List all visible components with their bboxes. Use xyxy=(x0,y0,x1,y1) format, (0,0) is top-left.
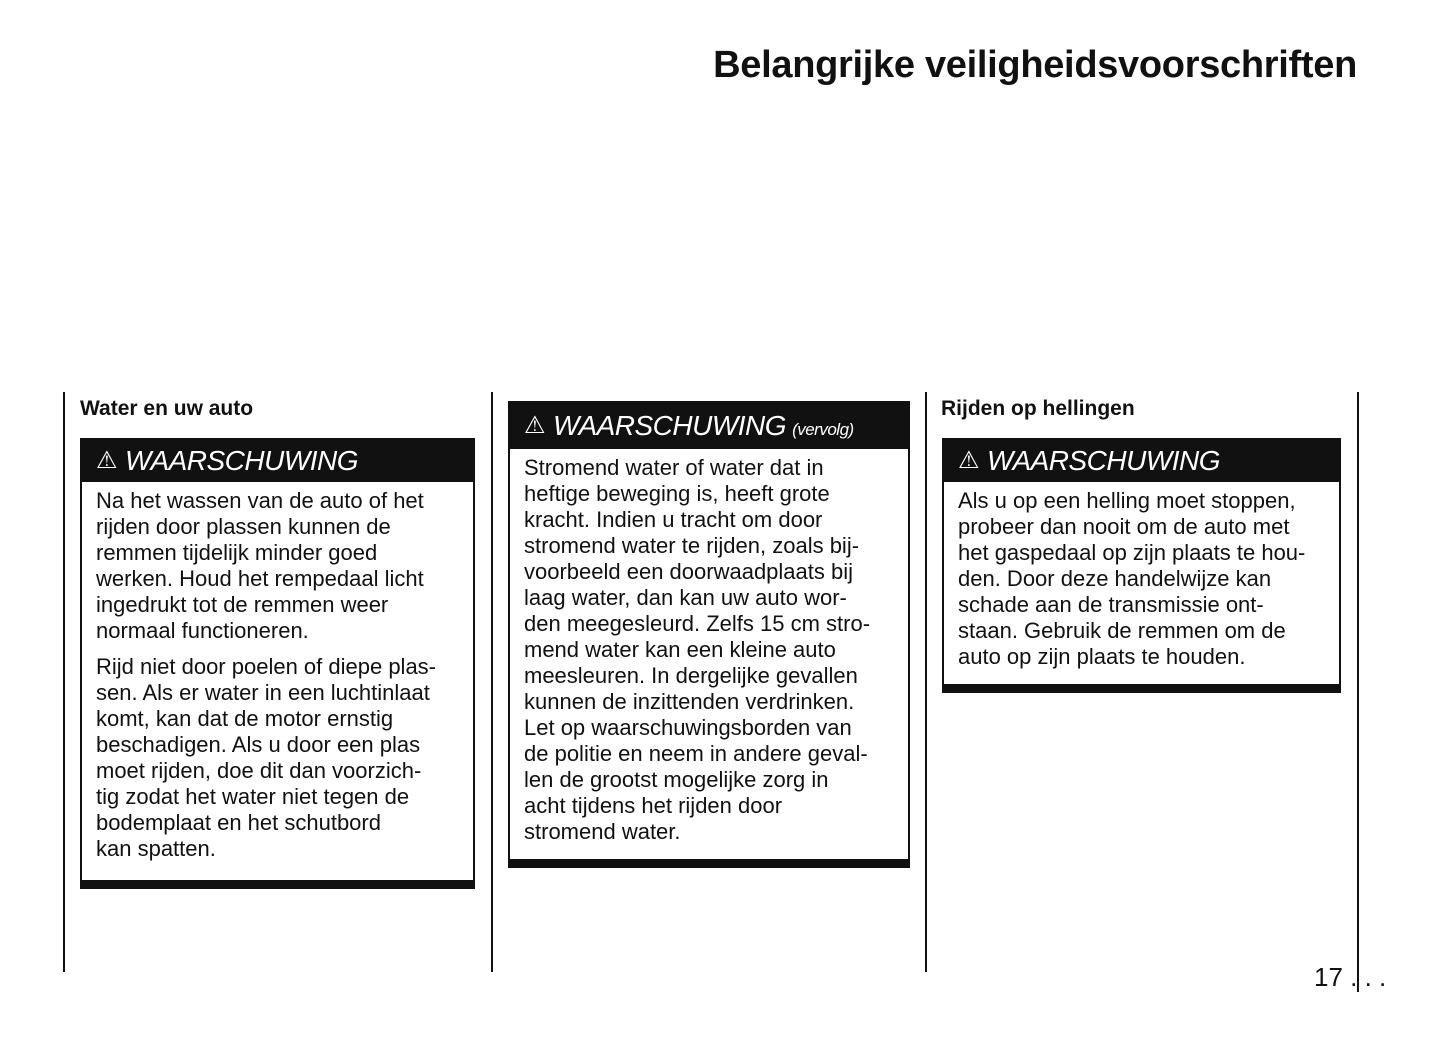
section-heading-water: Water en uw auto xyxy=(80,397,254,420)
warning-header xyxy=(82,440,473,482)
warning-paragraph: Na het wassen van de auto of het rijden door plassen kunnen de remmen tijdelijk minder goed werken. Houd het rempedaal licht ingedrukt tot de remmen weer normaal functioneren. xyxy=(96,488,424,643)
warning-header xyxy=(944,440,1339,482)
column-rule-mid-left xyxy=(491,392,493,972)
column-rule-left xyxy=(63,392,65,972)
warning-paragraph: Als u op een helling moet stoppen, probeer dan nooit om de auto met het gaspedaal op zijn plaats te hou- den. Door deze handelwijze kan schade aan de transmissie ont- staan. Gebruik de remmen om de auto op zijn plaats te houden. xyxy=(958,488,1306,669)
warning-label: WAARSCHUWING xyxy=(125,445,359,476)
warning-label: WAARSCHUWING xyxy=(987,445,1221,476)
warning-triangle-icon: ⚠ xyxy=(958,447,980,474)
warning-label: WAARSCHUWING xyxy=(553,410,787,441)
warning-box-slopes xyxy=(942,438,1341,693)
section-heading-slopes: Rijden op hellingen xyxy=(941,397,1135,420)
warning-body xyxy=(82,482,473,872)
column-rule-right xyxy=(1357,392,1359,992)
warning-body xyxy=(944,482,1339,680)
page-title: Belangrijke veiligheidsvoorschriften xyxy=(713,44,1357,86)
warning-paragraph: Stromend water of water dat in heftige beweging is, heeft grote kracht. Indien u tracht om door stromend water te rijden, zoals bij- voorbeeld een doorwaadplaats bij laag water, dan kan uw auto wor- den meegesleurd. Zelfs 15 cm stro- mend water kan een kleine auto meesleuren. In dergelijke gevallen kunnen de inzittenden verdrinken. Let op waarschuwingsborden van de politie en neem in andere geval- len de grootst mogelijke zorg in acht tijdens het rijden door stromend water. xyxy=(524,455,871,844)
warning-continued-label: (vervolg) xyxy=(792,420,854,439)
warning-box-water xyxy=(80,438,475,889)
warning-paragraph: Rijd niet door poelen of diepe plas- sen. Als er water in een luchtinlaat komt, kan dat de motor ernstig beschadigen. Als u door een plas moet rijden, doe dit dan voorzich- tig zodat het water niet tegen de bodemplaat en het schutbord kan spatten. xyxy=(96,654,437,861)
page-number-value: 17 xyxy=(1314,962,1343,992)
warning-triangle-icon: ⚠ xyxy=(524,412,546,439)
warning-box-flowing-water xyxy=(508,401,910,868)
column-rule-mid-right xyxy=(925,392,927,972)
warning-header xyxy=(510,403,908,449)
page-number xyxy=(1314,962,1386,993)
page-number-continuation: . . . xyxy=(1350,962,1387,992)
warning-body xyxy=(510,449,908,855)
warning-triangle-icon: ⚠ xyxy=(96,447,118,474)
